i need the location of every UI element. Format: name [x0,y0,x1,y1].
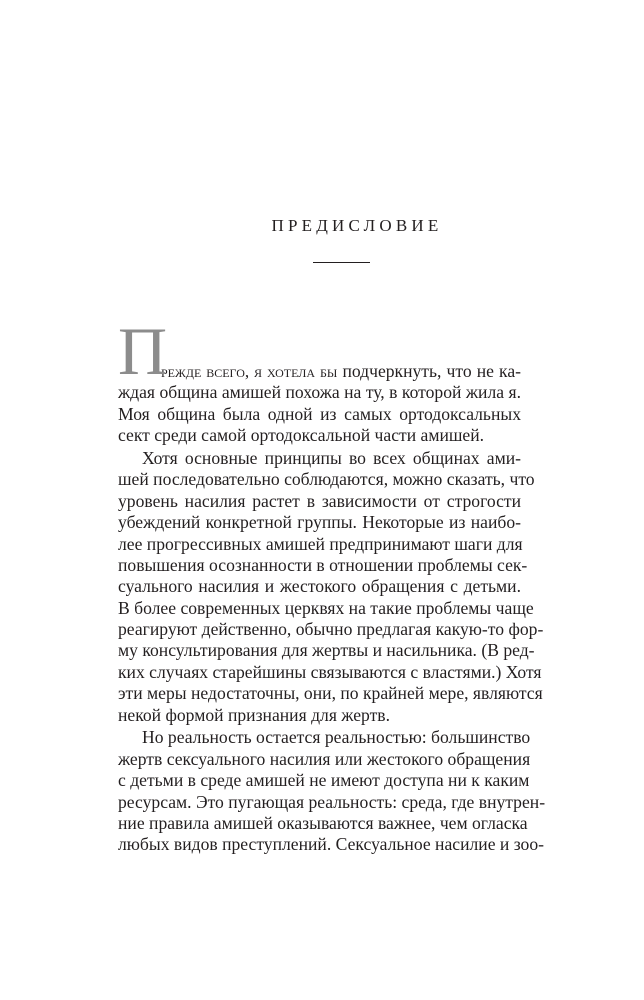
text-line: лее прогрессивных амишей предпринимают шаги для [118,533,523,554]
chapter-title: ПРЕДИСЛОВИЕ [271,216,443,235]
drop-cap: П [118,313,168,389]
text-line: с детьми в среде амишей не имеют доступа ни к каким [118,770,530,791]
text-line: му консультирования для жертвы и насильника. (В ред- [118,640,535,661]
text-line: В более современных церквях на такие проблемы чаще [118,597,534,618]
text-line: жертв сексуального насилия или жестокого обращения [118,748,531,769]
text-line: эти меры недостаточны, они, по крайней мере, являются [118,683,543,704]
text-line: повышения осознанности в отношении проблемы сек- [118,554,528,575]
text-line: шей последовательно соблюдаются, можно сказать, что [118,469,535,490]
title-divider [313,262,370,263]
text-line: Но реальность остается реальностью: большинство [142,727,531,748]
text-line: ждая община амишей похожа на ту, в которой жила я. [118,382,521,403]
body-text [118,313,546,856]
text-line: суального насилия и жестокого обращения с детьми. [118,576,521,597]
text-line: любых видов преступлений. Сексуальное насилие и зоо- [118,834,545,855]
text-line: Моя община была одной из самых ортодоксальных [118,403,521,424]
text-line: ких случаях старейшины связываются с властями.) Хотя [118,661,542,682]
text-line: уровень насилия растет в зависимости от строгости [118,490,521,511]
smallcaps-lead: режде всего, я хотела бы [161,362,338,381]
text-line: убеждений конкретной группы. Некоторые из наибо- [118,512,521,533]
first-line [118,313,521,389]
text-line: сект среди самой ортодоксальной части амишей. [118,425,485,446]
first-line-rest: подчеркнуть, что не ка- [337,361,521,381]
text-line: ние правила амишей оказываются важнее, чем огласка [118,812,528,833]
text-line: некой формой признания для жертв. [118,704,390,725]
text-line: Хотя основные принципы во всех общинах ами- [142,447,521,468]
text-line: ресурсам. Это пугающая реальность: среда, где внутрен- [118,791,546,812]
text-line: реагируют действенно, обычно предлагая какую-то фор- [118,619,544,640]
